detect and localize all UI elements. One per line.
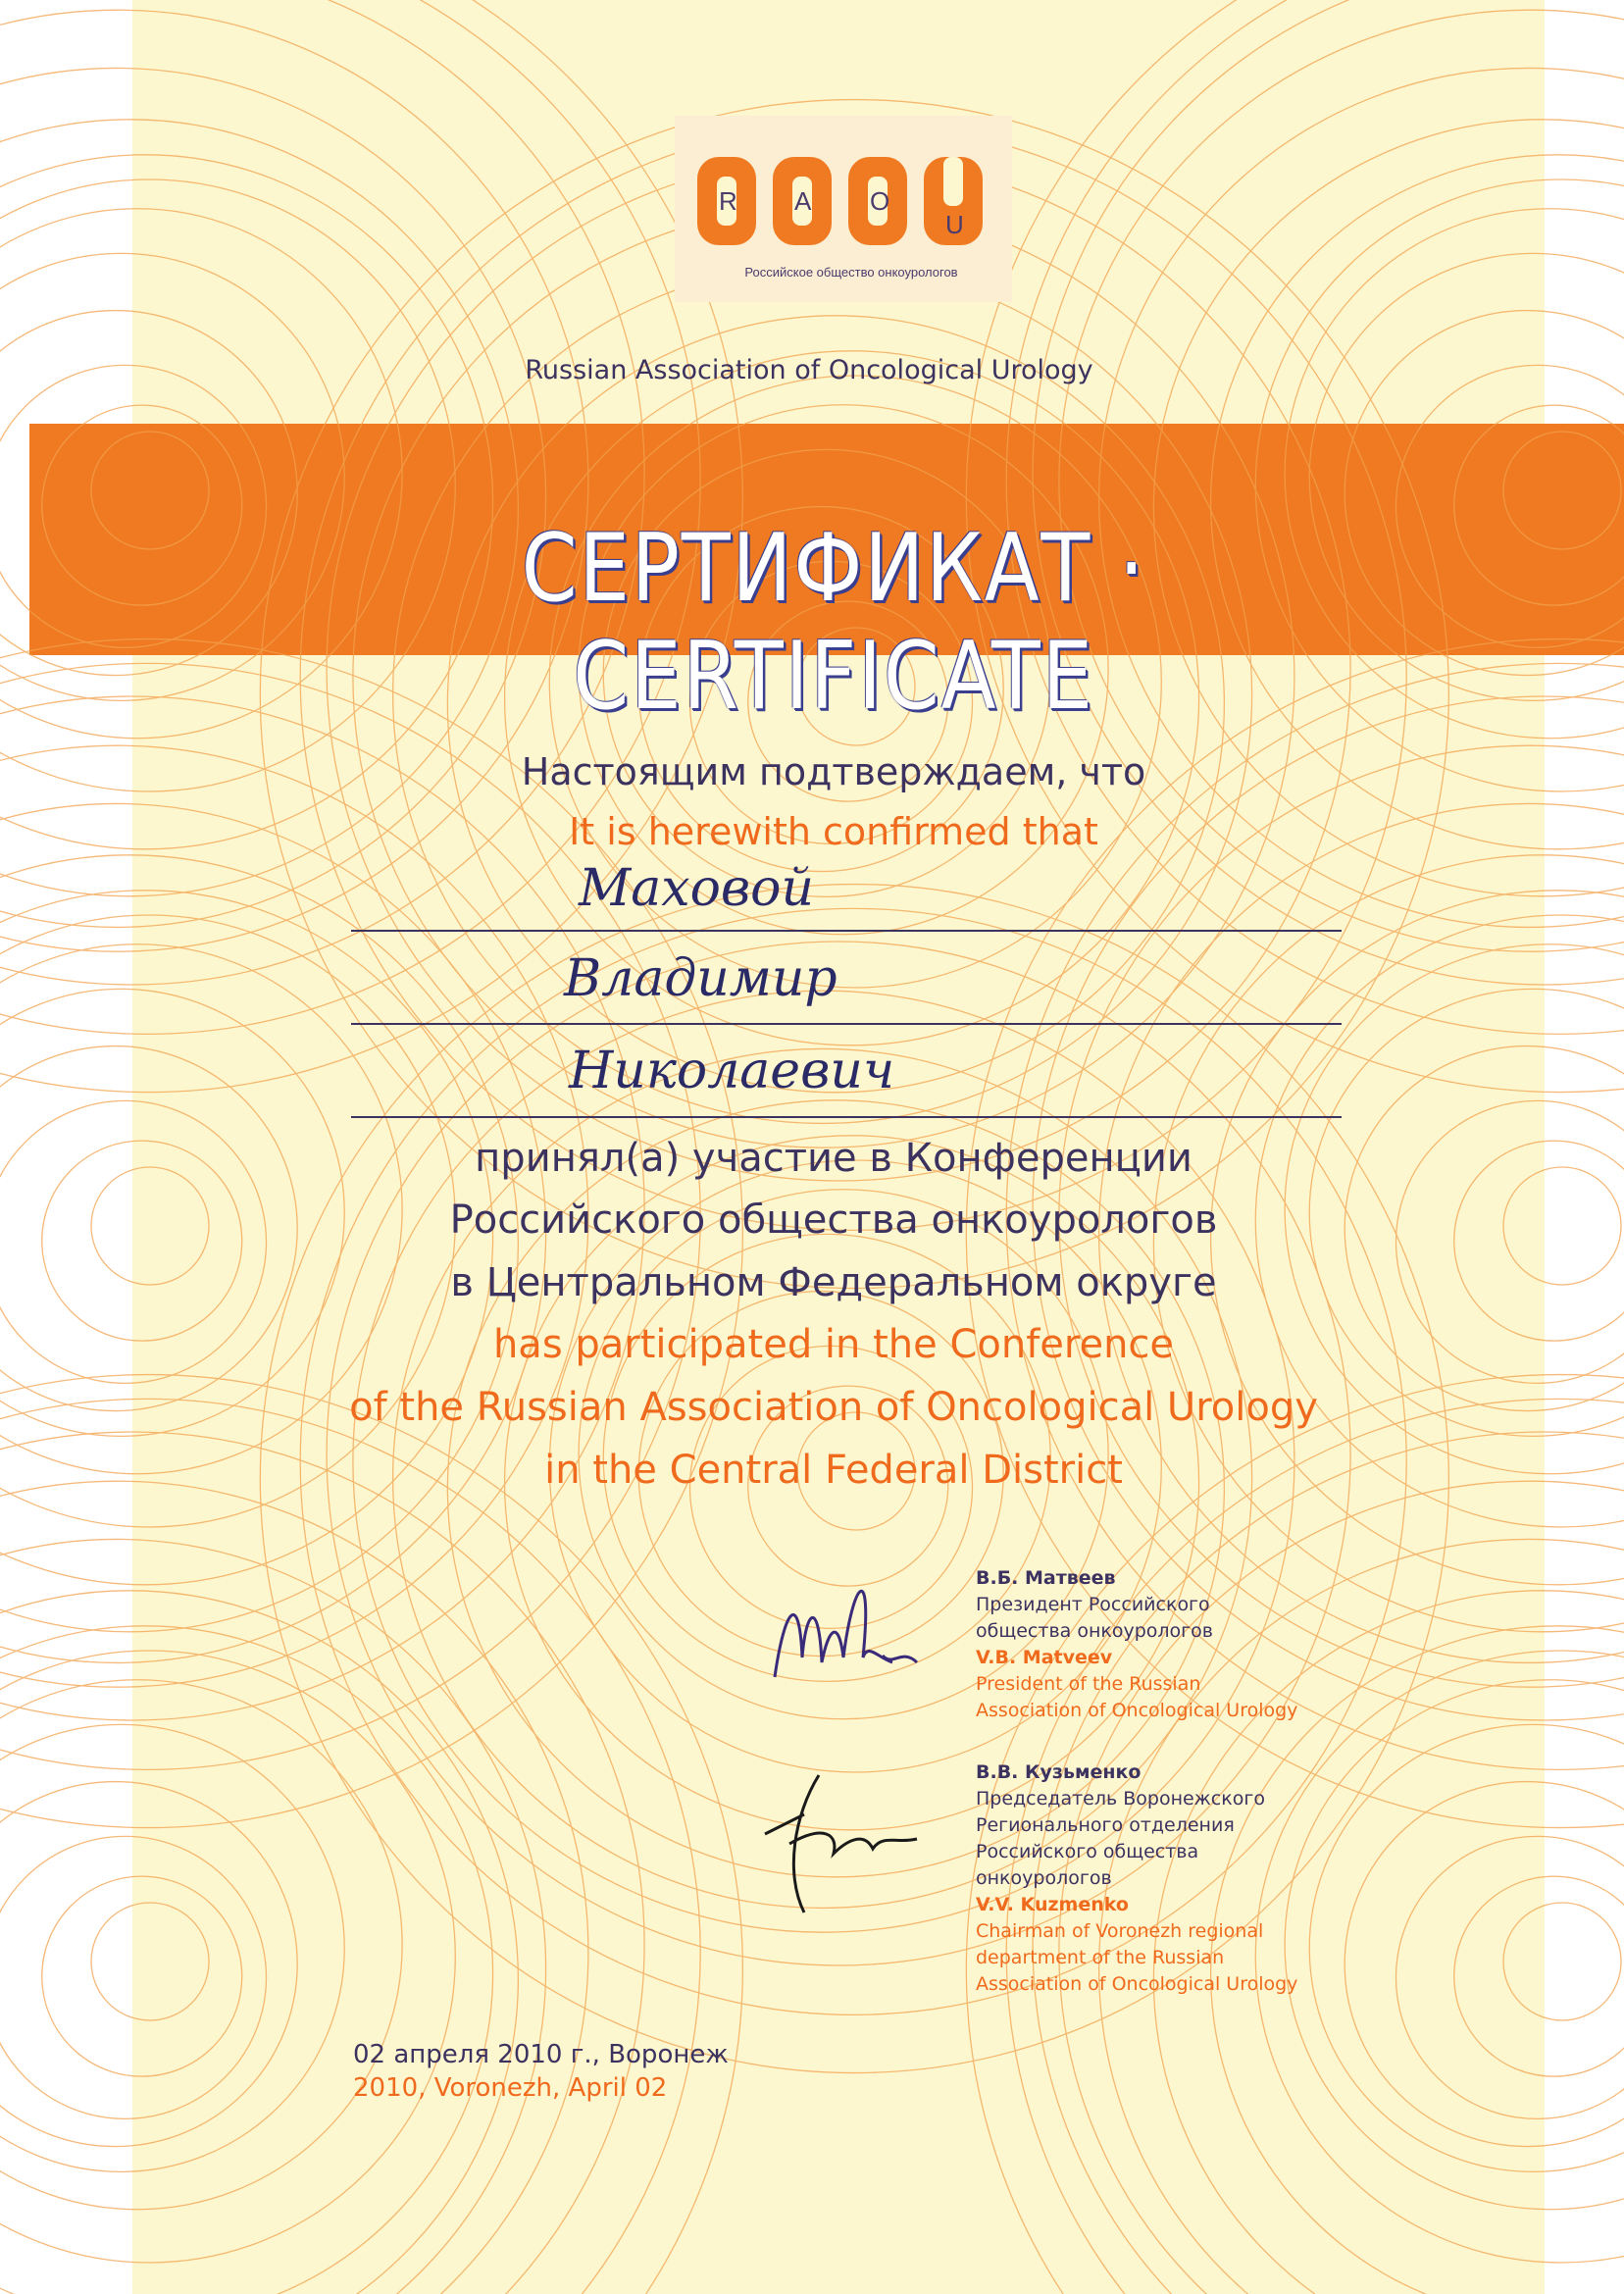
recipient-first-name: Владимир — [564, 949, 837, 1008]
recipient-patronymic: Николаевич — [569, 1042, 895, 1100]
svg-text:A: A — [794, 186, 812, 216]
signatory-1-role-ru-2: общества онкоурологов — [976, 1620, 1213, 1642]
raou-logo — [689, 147, 997, 255]
signatory-2-name-ru: В.В. Кузьменко — [976, 1761, 1142, 1783]
svg-text:O: O — [870, 186, 890, 216]
signatory-1 — [976, 1565, 1297, 1724]
participation-en-line-3: in the Central Federal District — [544, 1448, 1123, 1493]
signatory-2-role-ru-2: Регионального отделения — [976, 1814, 1235, 1836]
participation-en-line-1: has participated in the Conference — [492, 1322, 1175, 1367]
matveev-signature — [745, 1550, 941, 1746]
signatory-1-role-en-2: Association of Oncological Urology — [976, 1700, 1298, 1721]
signatory-1-name-en: V.B. Matveev — [976, 1647, 1113, 1668]
issue-date-en: 2010, Voronezh, April 02 — [353, 2073, 668, 2103]
participation-ru-line-1: принял(а) участие в Конференции — [475, 1136, 1193, 1181]
participation-en-line-2: of the Russian Association of Oncological Urology — [349, 1385, 1318, 1430]
patronymic-rule — [351, 1116, 1342, 1118]
organization-name: Russian Association of Oncological Urology — [525, 355, 1093, 385]
recipient-surname: Маховой — [579, 859, 814, 918]
participation-ru-line-3: в Центральном Федеральном округе — [450, 1260, 1217, 1305]
signatory-2 — [976, 1759, 1297, 1998]
svg-text:U: U — [945, 210, 964, 239]
signatory-2-role-en-2: department of the Russian — [976, 1947, 1225, 1968]
surname-rule — [351, 930, 1342, 932]
signatory-1-role-en-1: President of the Russian — [976, 1673, 1201, 1695]
logo-subtitle: Российское общество онкоурологов — [744, 265, 958, 280]
signatory-2-role-en-1: Chairman of Voronezh regional — [976, 1920, 1264, 1942]
confirm-ru: Настоящим подтверждаем, что — [521, 750, 1146, 793]
signatory-2-role-en-3: Association of Oncological Urology — [976, 1973, 1298, 1995]
issue-date — [353, 2038, 729, 2105]
confirm-en: It is herewith confirmed that — [569, 810, 1098, 853]
signatory-1-name-ru: В.Б. Матвеев — [976, 1567, 1116, 1589]
kuzmenko-signature — [745, 1756, 941, 1932]
issue-date-ru: 02 апреля 2010 г., Воронеж — [353, 2040, 729, 2069]
signatory-2-role-ru-1: Председатель Воронежского — [976, 1788, 1265, 1810]
first-name-rule — [351, 1023, 1342, 1025]
signatory-2-role-ru-3: Российского общества — [976, 1841, 1199, 1862]
certificate-title: СЕРТИФИКАТ · CERTIFICATE — [521, 515, 1146, 731]
signatory-2-role-ru-4: онкоурологов — [976, 1867, 1112, 1889]
participation-ru-line-2: Российского общества онкоурологов — [449, 1198, 1218, 1243]
signatory-1-role-ru-1: Президент Российского — [976, 1594, 1210, 1615]
svg-text:R: R — [719, 186, 737, 216]
signatory-2-name-en: V.V. Kuzmenko — [976, 1894, 1129, 1915]
